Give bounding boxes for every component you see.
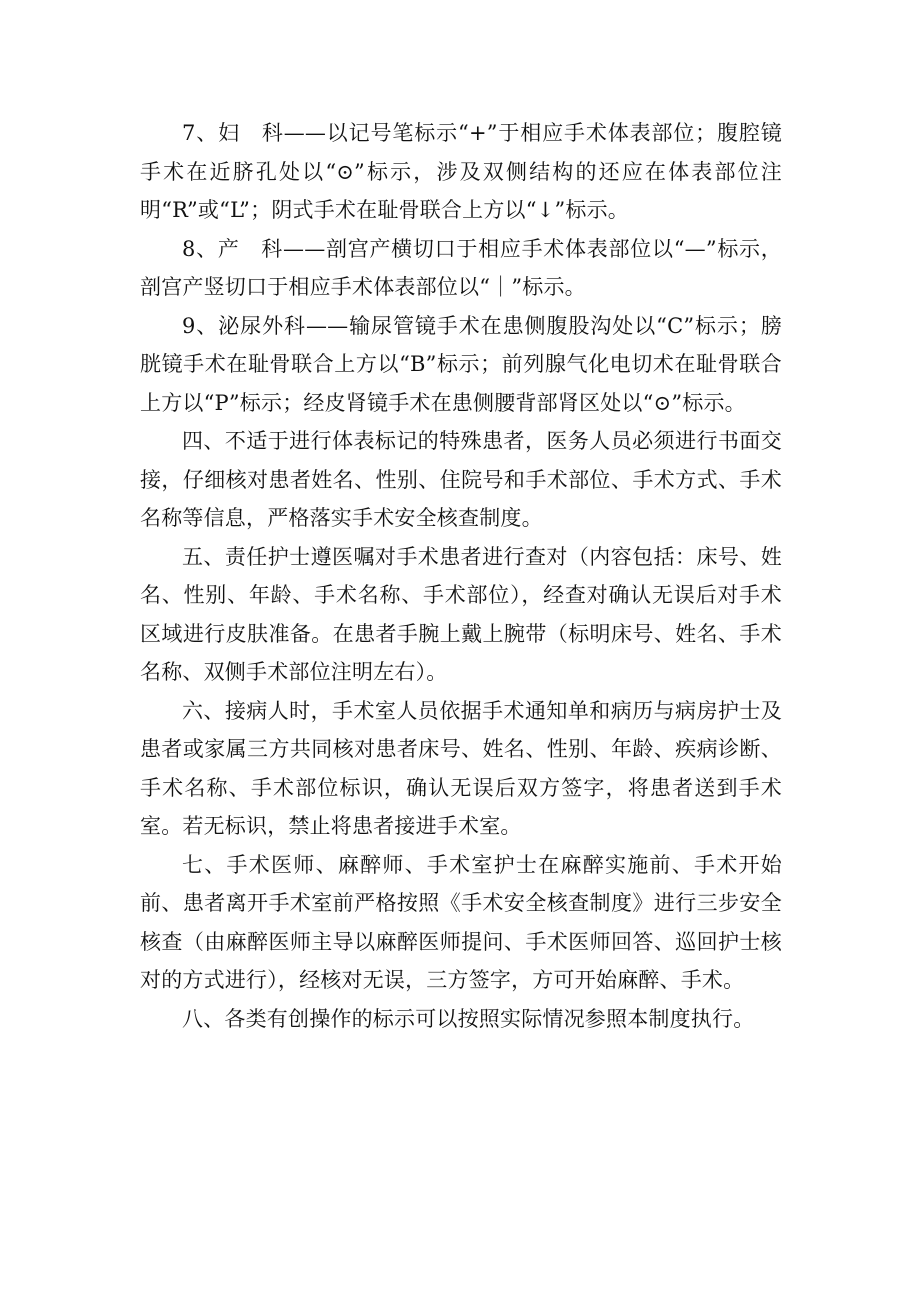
paragraph-obstetrics: 8、产 科——剖宫产横切口于相应手术体表部位以“—”标示，剖宫产竖切口于相应手术体表部位以“｜”标示。 <box>140 236 782 299</box>
paragraph-section-four: 四、不适于进行体表标记的特殊患者，医务人员必须进行书面交接，仔细核对患者姓名、性别、住院号和手术部位、手术方式、手术名称等信息，严格落实手术安全核查制度。 <box>140 429 782 530</box>
paragraph-section-seven: 七、手术医师、麻醉师、手术室护士在麻醉实施前、手术开始前、患者离开手术室前严格按照《手术安全核查制度》进行三步安全核查（由麻醉医师主导以麻醉医师提问、手术医师回答、巡回护士核对的方式进行），经核对无误，三方签字，方可开始麻醉、手术。 <box>140 852 782 992</box>
paragraph-section-six: 六、接病人时，手术室人员依据手术通知单和病历与病房护士及患者或家属三方共同核对患者床号、姓名、性别、年龄、疾病诊断、手术名称、手术部位标识，确认无误后双方签字，将患者送到手术室。若无标识，禁止将患者接进手术室。 <box>140 698 782 838</box>
paragraph-gynecology: 7、妇 科——以记号笔标示“+”于相应手术体表部位；腹腔镜手术在近脐孔处以“⊙”标示，涉及双侧结构的还应在体表部位注明“R”或“L”；阴式手术在耻骨联合上方以“↓”标示。 <box>140 121 782 222</box>
paragraph-section-eight: 八、各类有创操作的标示可以按照实际情况参照本制度执行。 <box>182 1006 755 1031</box>
paragraph-section-five: 五、责任护士遵医嘱对手术患者进行查对（内容包括：床号、姓名、性别、年龄、手术名称、手术部位），经查对确认无误后对手术区域进行皮肤准备。在患者手腕上戴上腕带（标明床号、姓名、手术名称、双侧手术部位注明左右）。 <box>140 544 782 684</box>
paragraph-urology: 9、泌尿外科——输尿管镜手术在患侧腹股沟处以“C”标示；膀胱镜手术在耻骨联合上方以“B”标示；前列腺气化电切术在耻骨联合上方以“P”标示；经皮肾镜手术在患侧腰背部肾区处以“⊙”标示。 <box>140 313 782 415</box>
document-page <box>140 114 782 1038</box>
